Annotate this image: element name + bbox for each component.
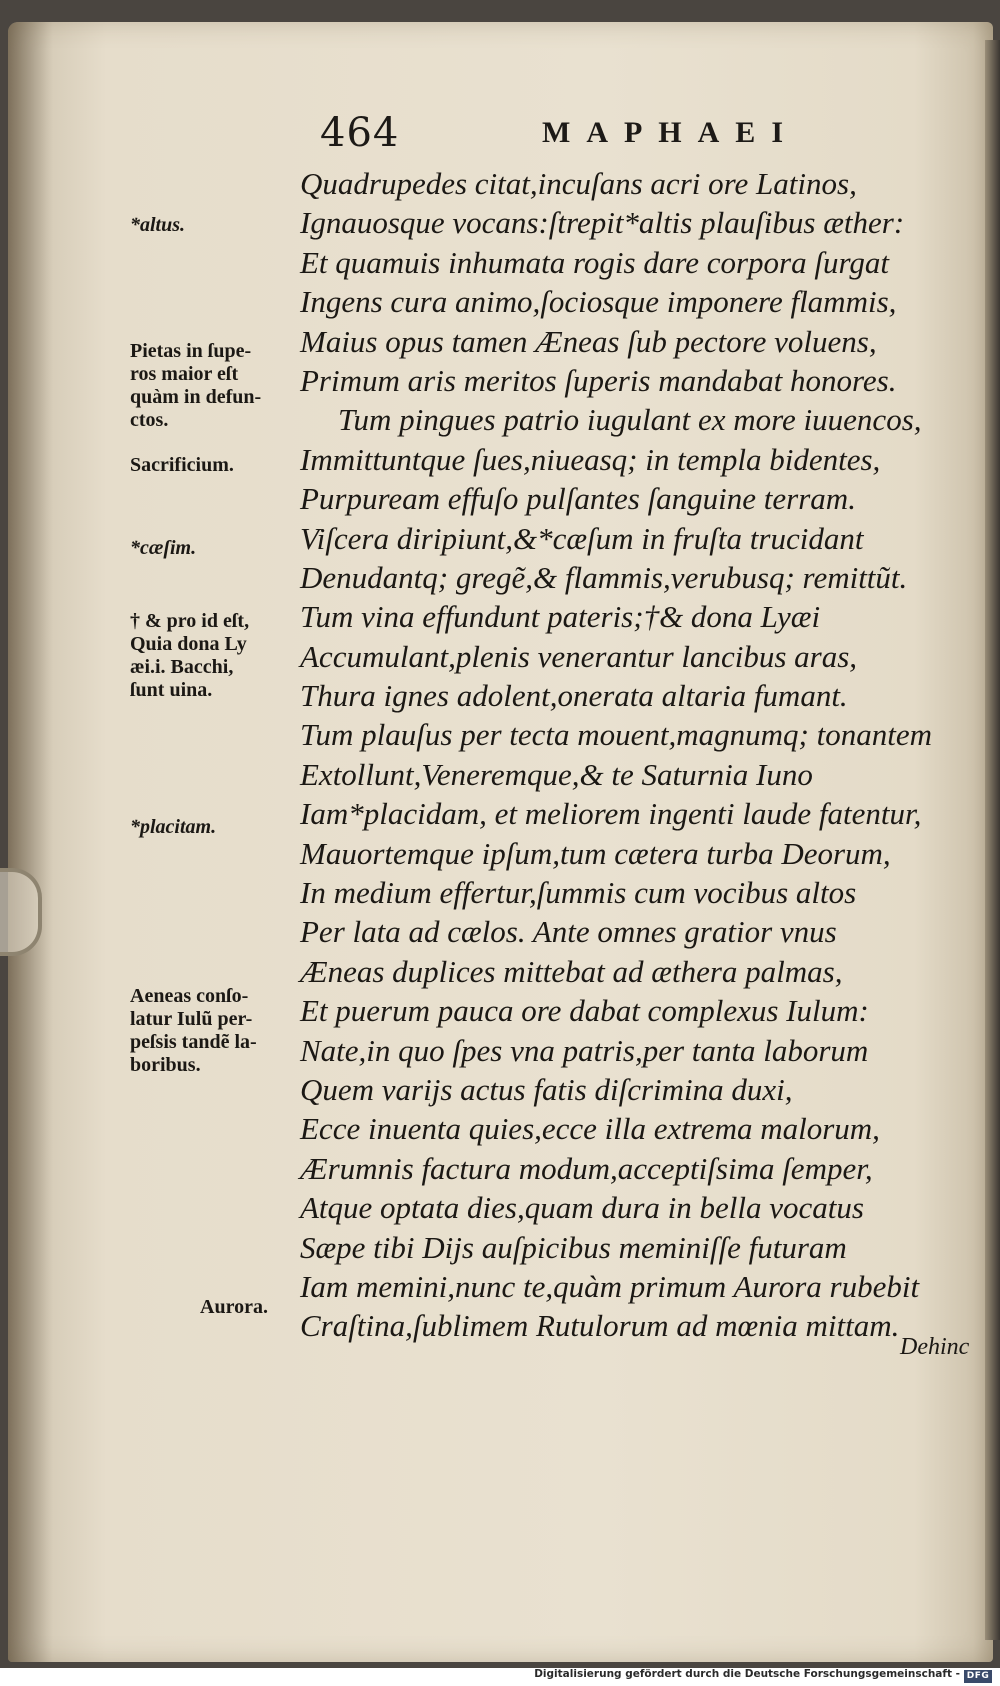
catchword: Dehinc: [900, 1334, 970, 1360]
verse-line: In medium effertur,ſummis cum vocibus altos: [300, 875, 857, 911]
running-head: MAPHAEI: [542, 116, 799, 149]
verse-line: Maius opus tamen Æneas ſub pectore voluens,: [300, 323, 877, 359]
verse-line: Ærumnis factura modum,acceptiſsima ſemper,: [300, 1150, 873, 1186]
verse-line: Tum vina effundunt pateris;†& dona Lyæi: [300, 599, 821, 635]
verse-line: Iam memini,nunc te,quàm primum Aurora rubebit: [300, 1268, 920, 1304]
margin-note-proid: [130, 610, 249, 702]
verse-line: Et quamuis inhumata rogis dare corpora ſurgat: [300, 244, 890, 280]
verse-line: Ecce inuenta quies,ecce illa extrema malorum,: [300, 1111, 880, 1147]
margin-note-pietas: [130, 340, 261, 432]
margin-note-line: ros maior eſt: [130, 363, 239, 385]
margin-note-line: Quia dona Ly: [130, 633, 247, 655]
page-number: 464: [320, 110, 400, 156]
margin-note-line: † & pro id eſt,: [130, 610, 250, 632]
verse-line: Immittuntque ſues,niueasq; in templa bidentes,: [300, 441, 881, 477]
verse-line: Mauortemque ipſum,tum cætera turba Deorum,: [300, 835, 891, 871]
margin-note-aurora: Aurora.: [200, 1296, 268, 1318]
verse-line: Quem varijs actus fatis diſcrimina duxi,: [300, 1071, 793, 1107]
margin-note-caesim: *cæſim.: [130, 537, 197, 559]
dfg-logo: DFG: [964, 1670, 992, 1683]
verse-line: Primum aris meritos ſuperis mandabat honores.: [300, 362, 897, 398]
margin-note-line: ctos.: [130, 409, 169, 431]
verse-line: Ignauosque vocans:ſtrepit*altis plauſibus æther:: [300, 205, 905, 241]
verse-line: Purpuream effuſo pulſantes ſanguine terram.: [300, 481, 856, 517]
verse-line: Viſcera diripiunt,&*cæſum in fruſta trucidant: [300, 520, 864, 556]
margin-note-aeneas: [130, 985, 257, 1077]
verse-line: Extollunt,Veneremque,& te Saturnia Iuno: [300, 756, 813, 792]
margin-note-line: boribus.: [130, 1054, 201, 1076]
verse-line: Per lata ad cælos. Ante omnes gratior vnus: [300, 914, 837, 950]
verse-line: Tum pingues patrio iugulant ex more iuuencos,: [338, 402, 922, 438]
verse-line: Æneas duplices mittebat ad æthera palmas,: [300, 953, 843, 989]
verse-line: Et puerum pauca ore dabat complexus Iulum:: [300, 993, 869, 1029]
verse-line: Craſtina,ſublimem Rutulorum ad mœnia mittam.: [300, 1308, 900, 1344]
margin-note-sacrificium: Sacrificium.: [130, 454, 234, 476]
footer-credit: Digitalisierung gefördert durch die Deutsche Forschungsgemeinschaft -: [534, 1668, 960, 1680]
verse-block: [300, 164, 990, 1346]
margin-note-line: Aeneas conſo-: [130, 985, 249, 1007]
margin-note-placitam: *placitam.: [130, 816, 217, 838]
margin-note-altus: *altus.: [130, 214, 186, 236]
gutter-shadow: [8, 22, 53, 1662]
verse-line: Iam*placidam, et meliorem ingenti laude fatentur,: [300, 796, 922, 832]
margin-note-line: æi.i. Bacchi,: [130, 656, 234, 678]
verse-line: Atque optata dies,quam dura in bella vocatus: [300, 1190, 864, 1226]
verse-line: Ingens cura animo,ſociosque imponere flammis,: [300, 284, 897, 320]
verse-line: Quadrupedes citat,incuſans acri ore Latinos,: [300, 166, 857, 201]
margin-note-line: ſunt uina.: [130, 679, 213, 701]
verse-line: Nate,in quo ſpes vna patris,per tanta laborum: [300, 1032, 869, 1068]
verse-line: Accumulant,plenis venerantur lancibus aras,: [300, 638, 858, 674]
binding-clip: [0, 868, 42, 956]
margin-note-line: quàm in defun-: [130, 386, 262, 408]
verse-line: Tum plauſus per tecta mouent,magnumq; tonantem: [300, 717, 933, 753]
verse-line: Sæpe tibi Dijs auſpicibus meminiſſe futuram: [300, 1229, 847, 1265]
footer-bar: [0, 1668, 1000, 1686]
margin-note-line: Pietas in ſupe-: [130, 340, 252, 362]
verse-line: Thura ignes adolent,onerata altaria fumant.: [300, 678, 848, 714]
page-header: [320, 110, 880, 160]
verse-line: Denudantq; gregẽ,& flammis,verubusq; remittũt.: [300, 559, 908, 595]
margin-note-line: latur Iulũ per-: [130, 1008, 253, 1030]
margin-note-line: peſsis tandẽ la-: [130, 1031, 257, 1053]
